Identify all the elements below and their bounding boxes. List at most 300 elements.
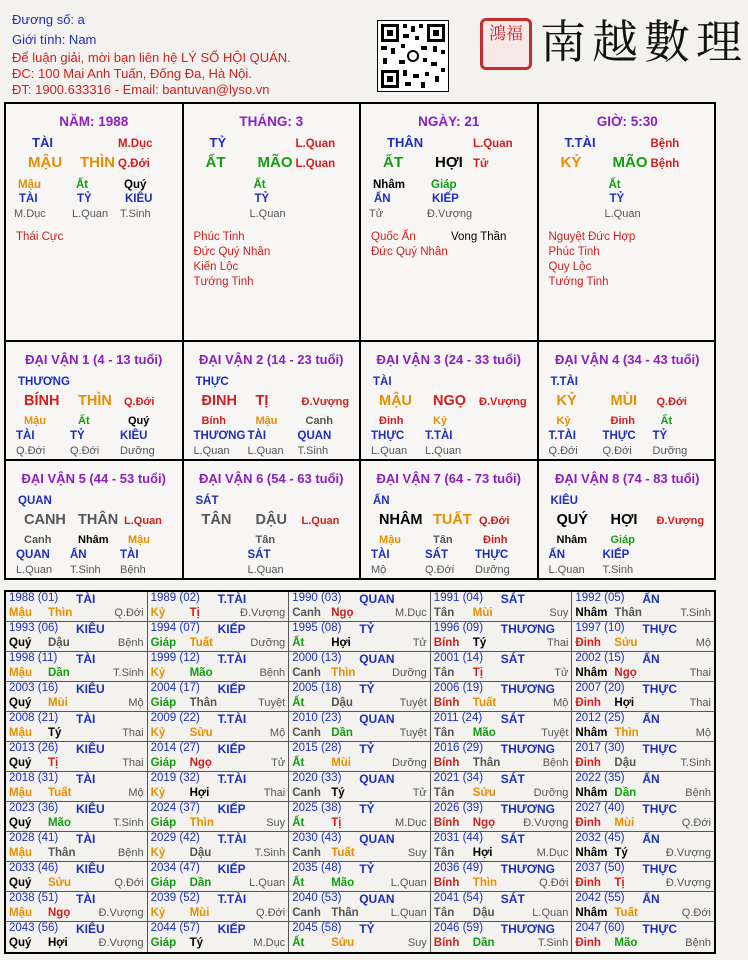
- hidden-stem: Quý: [128, 415, 150, 427]
- year-label: 2042 (55): [575, 892, 625, 904]
- year-stage: Đ.Vượng: [240, 607, 286, 619]
- year-cell: [6, 622, 148, 652]
- hidden-stem: Quý: [124, 179, 147, 191]
- year-stage: Đ.Vượng: [98, 937, 144, 949]
- year-stage: Thai: [689, 667, 711, 679]
- pillar-stem: MẬU: [28, 154, 63, 171]
- year-god: ẤN: [642, 592, 660, 606]
- luck-branch: NGỌ: [433, 393, 467, 409]
- hidden-god: ẤN: [70, 549, 87, 561]
- year-stem: Đinh: [575, 697, 601, 709]
- year-stage: Tử: [271, 757, 286, 769]
- year-branch: Thân: [189, 697, 218, 709]
- hidden-stem: Ất: [78, 415, 90, 427]
- year-stem: Quý: [9, 937, 32, 949]
- year-stem: Ất: [292, 937, 305, 949]
- year-label: 2033 (46): [9, 862, 59, 874]
- luck-stage: Q.Đới: [656, 396, 687, 408]
- hidden-stage: L.Quan: [548, 564, 585, 576]
- year-god: T.TÀI: [217, 832, 247, 846]
- luck-cell: [361, 342, 539, 461]
- year-label: 1989 (02): [150, 592, 200, 604]
- year-branch: Sửu: [614, 637, 638, 649]
- year-god: TÀI: [76, 832, 96, 846]
- hidden-stage: Đ.Vượng: [427, 208, 473, 220]
- year-cell: [431, 652, 573, 682]
- hidden-god: ẤN: [548, 549, 566, 561]
- year-branch: Tuất: [472, 697, 497, 709]
- luck-title: ĐẠI VẬN 8 (74 - 83 tuổi): [555, 471, 700, 486]
- year-branch: Tý: [189, 937, 204, 949]
- year-god: KIẾP: [217, 742, 246, 756]
- year-label: 2023 (36): [9, 802, 59, 814]
- year-branch: Ngọ: [331, 607, 354, 619]
- year-label: 1995 (08): [292, 622, 342, 634]
- year-stem: Đinh: [575, 877, 601, 889]
- year-stem: Đinh: [575, 817, 601, 829]
- luck-cell: [184, 342, 362, 461]
- year-label: 2031 (44): [433, 832, 484, 844]
- hidden-stage: Q.Đới: [602, 445, 632, 457]
- year-branch: Tị: [189, 607, 200, 619]
- year-stage: T.Sinh: [680, 607, 711, 619]
- luck-stage: Đ.Vượng: [479, 396, 527, 408]
- pillar-title: GIỜ: 5:30: [596, 114, 658, 129]
- year-label: 2019 (32): [150, 772, 200, 784]
- pillar-star: Vong Thần: [451, 231, 507, 243]
- year-cell: [431, 592, 573, 622]
- year-cell: [148, 682, 290, 712]
- year-god: THỰC: [642, 862, 678, 876]
- year-stage: Mộ: [128, 787, 144, 799]
- luck-stage: L.Quan: [124, 515, 162, 527]
- year-stem: Giáp: [150, 637, 177, 649]
- year-god: SÁT: [500, 892, 525, 906]
- year-cell: [431, 922, 573, 952]
- year-cell: [289, 592, 431, 622]
- pillar-branch: MÃO: [612, 154, 648, 171]
- year-label: 2003 (16): [9, 682, 59, 694]
- year-god: THƯƠNG: [500, 682, 555, 696]
- hidden-stage: L.Quan: [193, 445, 230, 457]
- year-label: 2040 (53): [292, 892, 342, 904]
- year-branch: Dậu: [331, 697, 353, 709]
- year-label: 2016 (29): [433, 742, 484, 754]
- year-stage: M.Dục: [395, 817, 427, 829]
- luck-cell: [361, 461, 539, 580]
- year-stem: Ất: [292, 817, 305, 829]
- luck-stem: KỶ: [556, 393, 577, 409]
- year-stage: Mộ: [128, 697, 144, 709]
- year-stage: Bệnh: [259, 667, 286, 679]
- year-stage: Q.Đới: [681, 907, 711, 919]
- pillar-branch: MÃO: [257, 154, 293, 171]
- year-cell: [572, 682, 714, 712]
- year-cell: [289, 772, 431, 802]
- year-god: KIÊU: [76, 862, 105, 876]
- year-stage: Q.Đới: [681, 817, 711, 829]
- year-stem: Nhâm: [575, 727, 608, 739]
- hidden-god: TÀI: [120, 549, 139, 561]
- hidden-stage: Tử: [369, 208, 384, 220]
- year-god: KIẾP: [217, 682, 246, 696]
- year-branch: Mùi: [331, 757, 351, 769]
- year-stem: Canh: [292, 847, 321, 859]
- hidden-stem: Đinh: [610, 415, 635, 427]
- hidden-stage: Dưỡng: [120, 445, 155, 457]
- year-stage: Tuyệt: [399, 697, 427, 709]
- year-stage: Q.Đới: [114, 877, 144, 889]
- brand-logo: 南越數理: [540, 15, 748, 69]
- year-stem: Giáp: [150, 937, 177, 949]
- year-god: T.TÀI: [217, 772, 247, 786]
- pillar-stage-label: L.Quan: [473, 138, 513, 150]
- year-god: ẤN: [642, 892, 660, 906]
- year-stage: Tuyệt: [399, 727, 427, 739]
- luck-stem: NHÂM: [379, 512, 423, 528]
- year-stage: Đ.Vượng: [523, 817, 569, 829]
- year-stem: Canh: [292, 727, 321, 739]
- year-cell: [148, 622, 290, 652]
- year-stage: T.Sinh: [680, 757, 711, 769]
- pillar-god-label: TÀI: [32, 135, 53, 150]
- year-cell: [289, 862, 431, 892]
- luck-cell: [6, 342, 184, 461]
- year-label: 2039 (52): [150, 892, 200, 904]
- luck-stage: Đ.Vượng: [656, 515, 705, 527]
- luck-branch: DẬU: [255, 512, 287, 528]
- hidden-stage: Bệnh: [120, 564, 146, 576]
- year-stage: Thai: [122, 757, 144, 769]
- year-stem: Nhâm: [575, 847, 608, 859]
- year-god: SÁT: [500, 772, 525, 786]
- year-stem: Mậu: [9, 607, 32, 619]
- year-stage: Suy: [549, 607, 569, 619]
- hidden-god: ẤN: [374, 193, 391, 205]
- year-label: 2022 (35): [575, 772, 625, 784]
- luck-god-label: THỰC: [195, 376, 229, 388]
- year-branch: Tuất: [614, 907, 638, 919]
- year-cell: [289, 802, 431, 832]
- year-cell: [148, 712, 290, 742]
- hidden-stem: Ất: [253, 179, 266, 191]
- year-label: 2012 (25): [575, 712, 625, 724]
- year-label: 2032 (45): [575, 832, 625, 844]
- pillar-god-label: THÂN: [387, 135, 424, 150]
- pillar-star: Quy Lộc: [548, 261, 592, 273]
- hidden-stage: T.Sinh: [602, 564, 634, 576]
- year-branch: Tuất: [48, 787, 72, 799]
- year-branch: Tị: [614, 877, 625, 889]
- luck-title: ĐẠI VẬN 3 (24 - 33 tuổi): [376, 352, 521, 367]
- year-cell: [289, 682, 431, 712]
- year-label: 2006 (19): [433, 682, 484, 694]
- year-god: TỶ: [359, 802, 375, 816]
- year-god: KIẾP: [217, 862, 246, 876]
- year-cell: [572, 922, 714, 952]
- year-label: 2020 (33): [292, 772, 342, 784]
- luck-title: ĐẠI VẬN 5 (44 - 53 tuổi): [21, 471, 166, 486]
- luck-god-label: TÀI: [373, 376, 392, 388]
- year-branch: Mùi: [472, 607, 493, 619]
- hidden-stem: Canh: [24, 534, 52, 546]
- year-god: T.TÀI: [217, 892, 247, 906]
- year-god: QUAN: [359, 772, 395, 786]
- year-cell: [6, 682, 148, 712]
- year-branch: Sửu: [472, 787, 496, 799]
- year-stem: Nhâm: [575, 667, 608, 679]
- hidden-stem: Ất: [76, 179, 89, 191]
- hidden-god: TỶ: [254, 193, 270, 205]
- seal-stamp: [480, 18, 532, 70]
- year-stage: T.Sinh: [254, 847, 286, 859]
- year-god: KIẾP: [217, 622, 246, 636]
- year-stage: Dưỡng: [250, 637, 286, 649]
- year-stage: Tử: [554, 667, 569, 679]
- year-cell: [289, 652, 431, 682]
- luck-stem: ĐINH: [201, 393, 237, 409]
- year-stem: Bính: [433, 817, 460, 829]
- hidden-god: TÀI: [19, 193, 38, 205]
- year-cell: [431, 832, 573, 862]
- year-stem: Bính: [433, 757, 460, 769]
- year-stage: Đ.Vượng: [665, 877, 711, 889]
- year-god: QUAN: [359, 652, 395, 666]
- owner-line: Đương số: a: [12, 12, 85, 27]
- hidden-stage: L.Quan: [604, 208, 641, 220]
- pillar-star: Tướng Tinh: [193, 276, 254, 288]
- year-stage: Bệnh: [542, 757, 569, 769]
- pillar-stem-stage: Bệnh: [650, 158, 680, 170]
- hidden-god: KIÊU: [125, 193, 153, 205]
- pillar-stem-stage: Tử: [473, 158, 489, 170]
- luck-branch: TUẤT: [433, 512, 472, 528]
- hidden-stage: Mộ: [371, 564, 387, 576]
- year-branch: Mùi: [189, 907, 210, 919]
- hidden-stage: T.Sinh: [297, 445, 329, 457]
- year-label: 2010 (23): [292, 712, 342, 724]
- hidden-stage: L.Quan: [247, 564, 284, 576]
- year-label: 2008 (21): [9, 712, 59, 724]
- year-branch: Sửu: [189, 727, 213, 739]
- year-god: THỰC: [642, 802, 678, 816]
- year-stem: Tân: [433, 787, 455, 799]
- year-god: KIẾP: [217, 922, 246, 936]
- year-cell: [148, 922, 290, 952]
- year-cell: [289, 712, 431, 742]
- year-cell: [572, 742, 714, 772]
- year-stage: T.Sinh: [113, 667, 144, 679]
- hidden-god: TÀI: [16, 430, 35, 442]
- year-god: ẤN: [642, 832, 660, 846]
- year-branch: Dần: [189, 877, 212, 889]
- year-god: THỰC: [642, 922, 678, 936]
- luck-stem: CANH: [24, 512, 66, 528]
- pillar-cell: [184, 104, 362, 342]
- luck-stage: Q.Đới: [124, 396, 155, 408]
- luck-god-label: QUAN: [18, 495, 52, 507]
- year-stem: Canh: [292, 907, 321, 919]
- luck-title: ĐẠI VẬN 7 (64 - 73 tuổi): [376, 471, 521, 486]
- year-cell: [431, 712, 573, 742]
- year-branch: Tị: [48, 757, 59, 769]
- hidden-stem: Nhâm: [373, 179, 405, 191]
- year-branch: Tý: [331, 787, 345, 799]
- yearly-table: [4, 590, 716, 954]
- luck-stage: Đ.Vượng: [301, 396, 350, 408]
- hidden-stem: Mậu: [128, 534, 150, 546]
- year-label: 1998 (11): [9, 652, 58, 664]
- year-label: 2041 (54): [433, 892, 484, 904]
- pillar-title: NGÀY: 21: [418, 114, 480, 129]
- year-god: THƯƠNG: [500, 622, 555, 636]
- luck-branch: HỢI: [610, 512, 638, 528]
- year-stem: Bính: [433, 697, 460, 709]
- year-branch: Mùi: [48, 697, 68, 709]
- year-stem: Ất: [292, 697, 305, 709]
- year-cell: [6, 802, 148, 832]
- year-branch: Mão: [48, 817, 71, 829]
- year-cell: [431, 682, 573, 712]
- luck-cell: [184, 461, 362, 580]
- hidden-god: SÁT: [425, 549, 448, 561]
- year-label: 2043 (56): [9, 922, 59, 934]
- pillar-star: Quốc Ấn: [371, 231, 416, 243]
- hidden-stage: Q.Đới: [548, 445, 578, 457]
- hidden-god: SÁT: [247, 549, 271, 561]
- year-branch: Tị: [331, 817, 342, 829]
- luck-god-label: SÁT: [195, 495, 219, 507]
- year-cell: [148, 592, 290, 622]
- year-stem: Mậu: [9, 847, 32, 859]
- pillar-cell: [361, 104, 539, 342]
- year-stage: Mộ: [269, 727, 286, 739]
- year-branch: Hợi: [614, 697, 635, 709]
- hidden-god: KIẾP: [602, 549, 630, 561]
- year-branch: Thìn: [472, 877, 498, 889]
- year-cell: [6, 772, 148, 802]
- year-stem: Bính: [433, 937, 460, 949]
- year-god: ẤN: [642, 652, 660, 666]
- hidden-stage: Dưỡng: [652, 445, 688, 457]
- hidden-stem: Mậu: [255, 415, 278, 427]
- year-label: 2037 (50): [575, 862, 625, 874]
- year-stage: Dưỡng: [392, 757, 427, 769]
- luck-title: ĐẠI VẬN 4 (34 - 43 tuổi): [555, 352, 700, 367]
- year-stage: Suy: [407, 937, 427, 949]
- hidden-stem: Mậu: [24, 415, 46, 427]
- year-god: SÁT: [500, 592, 525, 606]
- year-stage: Đ.Vượng: [98, 907, 144, 919]
- year-label: 2026 (39): [433, 802, 484, 814]
- year-stage: M.Dục: [536, 847, 569, 859]
- year-branch: Mùi: [614, 817, 635, 829]
- year-god: KIÊU: [76, 802, 105, 816]
- year-stem: Tân: [433, 607, 455, 619]
- hidden-stem: Kỷ: [433, 415, 448, 427]
- pillar-star: Tướng Tinh: [548, 276, 609, 288]
- year-stem: Canh: [292, 667, 321, 679]
- year-stem: Giáp: [150, 877, 177, 889]
- hidden-stage: T.Sinh: [120, 208, 151, 220]
- luck-branch: MÙI: [610, 393, 638, 409]
- pillar-stage-label: M.Dục: [118, 138, 153, 150]
- year-label: 2013 (26): [9, 742, 59, 754]
- year-stem: Tân: [433, 667, 455, 679]
- year-stage: Tuyệt: [258, 697, 286, 709]
- year-label: 1997 (10): [575, 622, 625, 634]
- pillar-star: Phúc Tinh: [548, 246, 600, 258]
- year-cell: [289, 742, 431, 772]
- year-branch: Thìn: [189, 817, 214, 829]
- year-god: SÁT: [500, 652, 525, 666]
- year-stage: Q.Đới: [539, 877, 569, 889]
- year-stem: Nhâm: [575, 907, 608, 919]
- year-god: KIÊU: [76, 742, 105, 756]
- year-cell: [572, 712, 714, 742]
- pillar-star: Đức Quý Nhân: [193, 246, 271, 258]
- year-label: 2011 (24): [433, 712, 483, 724]
- luck-title: ĐẠI VẬN 2 (14 - 23 tuổi): [199, 352, 344, 367]
- year-stem: Tân: [433, 907, 455, 919]
- hidden-god: TÀI: [247, 430, 267, 442]
- luck-branch: THÌN: [78, 393, 112, 409]
- luck-branch: TỊ: [255, 393, 269, 409]
- year-stem: Kỷ: [150, 727, 166, 739]
- phone-email-line: ĐT: 1900.633316 - Email: bantuvan@lyso.vn: [12, 82, 270, 97]
- year-branch: Sửu: [331, 937, 355, 949]
- year-god: ẤN: [642, 712, 660, 726]
- hidden-god: THỰC: [371, 430, 405, 442]
- pillar-title: NĂM: 1988: [59, 114, 129, 129]
- year-label: 1999 (12): [150, 652, 200, 664]
- year-label: 2035 (48): [292, 862, 342, 874]
- luck-title: ĐẠI VẬN 1 (4 - 13 tuổi): [25, 352, 163, 367]
- pillar-star: Nguyệt Đức Hợp: [548, 231, 636, 243]
- year-cell: [148, 862, 290, 892]
- year-cell: [572, 592, 714, 622]
- year-label: 2000 (13): [292, 652, 342, 664]
- pillar-star: Phúc Tinh: [193, 231, 245, 243]
- year-stage: L.Quan: [532, 907, 569, 919]
- hidden-god: THỰC: [475, 549, 509, 561]
- year-cell: [289, 832, 431, 862]
- year-label: 2027 (40): [575, 802, 625, 814]
- year-god: THỰC: [642, 742, 678, 756]
- year-label: 2024 (37): [150, 802, 200, 814]
- hidden-stem: Bính: [201, 415, 226, 427]
- hidden-stem: Nhâm: [556, 534, 588, 546]
- year-branch: Dậu: [48, 637, 70, 649]
- luck-stem: MẬU: [379, 393, 413, 409]
- year-stage: Q.Đới: [114, 607, 144, 619]
- year-god: T.TÀI: [217, 592, 247, 606]
- year-label: 2021 (34): [433, 772, 484, 784]
- year-label: 2017 (30): [575, 742, 625, 754]
- year-label: 2034 (47): [150, 862, 200, 874]
- year-stem: Tân: [433, 847, 455, 859]
- year-god: KIÊU: [76, 622, 105, 636]
- year-label: 1993 (06): [9, 622, 59, 634]
- year-stage: T.Sinh: [537, 937, 569, 949]
- year-cell: [148, 802, 290, 832]
- year-stage: Bệnh: [685, 937, 711, 949]
- year-god: TÀI: [76, 892, 96, 906]
- year-label: 2002 (15): [575, 652, 625, 664]
- year-label: 2009 (22): [150, 712, 200, 724]
- hidden-god: THỰC: [602, 430, 636, 442]
- year-label: 2005 (18): [292, 682, 342, 694]
